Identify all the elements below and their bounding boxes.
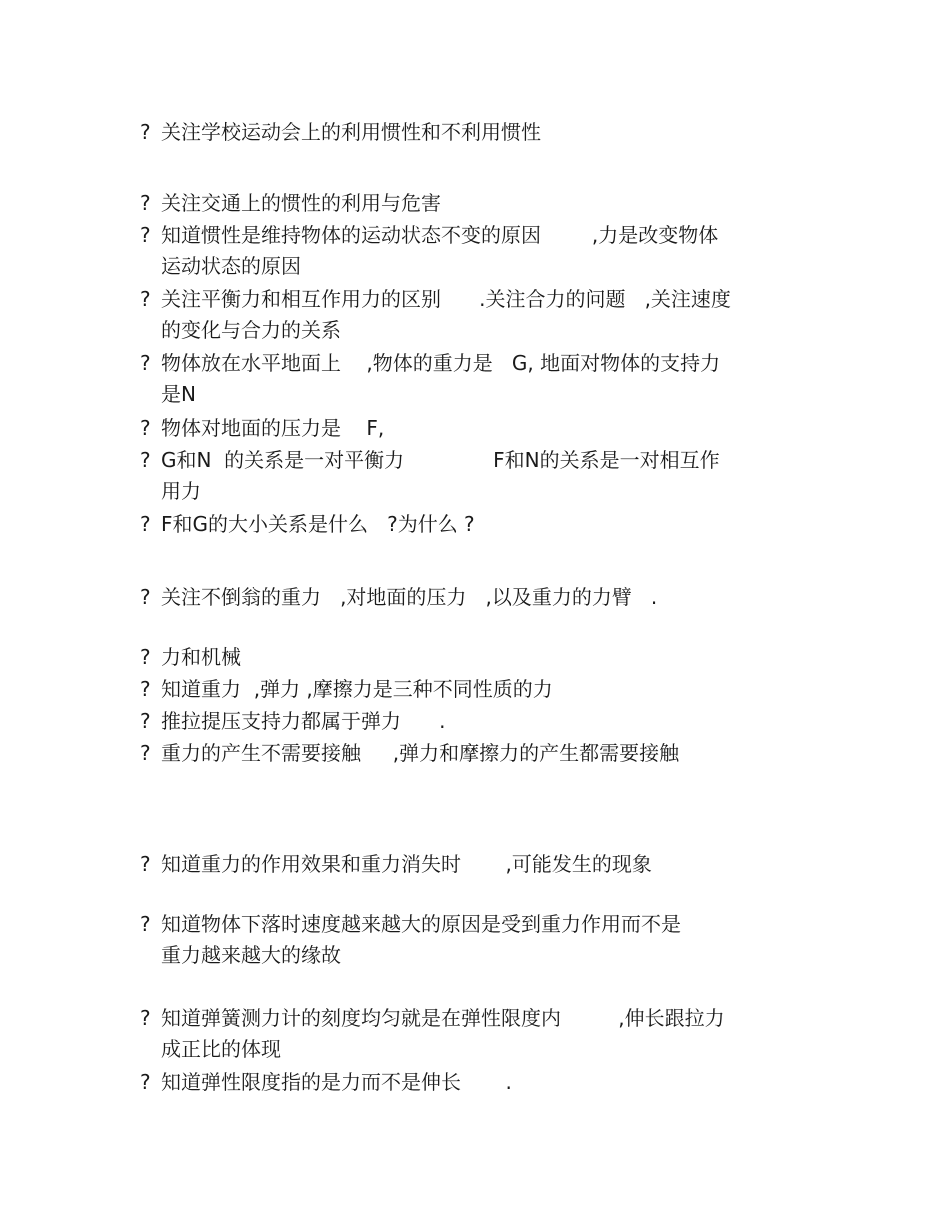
bullet-marker: ?	[140, 852, 151, 876]
item-text: 关注平衡力和相互作用力的区别 .关注合力的问题 ,关注速度	[161, 287, 731, 311]
list-item	[140, 348, 800, 410]
item-text: 物体放在水平地面上 ,物体的重力是 G, 地面对物体的支持力	[161, 351, 721, 375]
bullet-marker: ?	[140, 1006, 151, 1030]
list-item	[140, 188, 800, 219]
item-text: 重力的产生不需要接触 ,弹力和摩擦力的产生都需要接触	[161, 741, 680, 765]
list-item	[140, 849, 800, 880]
item-text: 知道重力的作用效果和重力消失时 ,可能发生的现象	[161, 852, 652, 876]
bullet-marker: ?	[140, 416, 151, 440]
bullet-marker: ?	[140, 645, 151, 669]
item-text: F和G的大小关系是什么 ?为什么 ?	[161, 512, 475, 536]
item-text: 知道弹性限度指的是力而不是伸长 .	[161, 1070, 512, 1094]
item-text: 知道重力 ,弹力 ,摩擦力是三种不同性质的力	[161, 677, 553, 701]
item-text-continuation: 成正比的体现	[161, 1037, 281, 1061]
item-text-continuation: 运动状态的原因	[161, 254, 301, 278]
item-text-continuation: 的变化与合力的关系	[161, 318, 341, 342]
bullet-marker: ?	[140, 677, 151, 701]
bullet-marker: ?	[140, 223, 151, 247]
list-item	[140, 674, 800, 705]
list-item	[140, 1067, 800, 1098]
bullet-marker: ?	[140, 191, 151, 215]
item-text: 知道弹簧测力计的刻度均匀就是在弹性限度内 ,伸长跟拉力	[161, 1006, 725, 1030]
item-text: 关注学校运动会上的利用惯性和不利用惯性	[161, 120, 541, 144]
list-item	[140, 642, 800, 673]
item-text: 物体对地面的压力是 F,	[161, 416, 385, 440]
item-text-continuation: 是N	[161, 382, 196, 406]
bullet-marker: ?	[140, 351, 151, 375]
list-item	[140, 509, 800, 540]
bullet-marker: ?	[140, 120, 151, 144]
list-item	[140, 1003, 800, 1065]
bullet-marker: ?	[140, 287, 151, 311]
bullet-marker: ?	[140, 741, 151, 765]
list-item	[140, 284, 800, 346]
item-text-continuation: 重力越来越大的缘故	[161, 943, 341, 967]
bullet-marker: ?	[140, 448, 151, 472]
item-text: G和N 的关系是一对平衡力 F和N的关系是一对相互作	[161, 448, 720, 472]
item-text: 关注交通上的惯性的利用与危害	[161, 191, 441, 215]
item-text: 推拉提压支持力都属于弹力 .	[161, 709, 446, 733]
list-item	[140, 582, 800, 613]
item-text: 力和机械	[161, 645, 241, 669]
list-item	[140, 909, 800, 971]
item-text: 关注不倒翁的重力 ,对地面的压力 ,以及重力的力臂 .	[161, 585, 658, 609]
item-text: 知道物体下落时速度越来越大的原因是受到重力作用而不是	[161, 912, 681, 936]
list-item	[140, 413, 800, 444]
list-item	[140, 117, 800, 148]
bullet-marker: ?	[140, 709, 151, 733]
list-item	[140, 738, 800, 769]
item-text-continuation: 用力	[161, 479, 201, 503]
list-item	[140, 445, 800, 507]
item-text: 知道惯性是维持物体的运动状态不变的原因 ,力是改变物体	[161, 223, 719, 247]
list-item	[140, 220, 800, 282]
bullet-marker: ?	[140, 585, 151, 609]
bullet-marker: ?	[140, 1070, 151, 1094]
bullet-marker: ?	[140, 512, 151, 536]
bullet-marker: ?	[140, 912, 151, 936]
list-item	[140, 706, 800, 737]
